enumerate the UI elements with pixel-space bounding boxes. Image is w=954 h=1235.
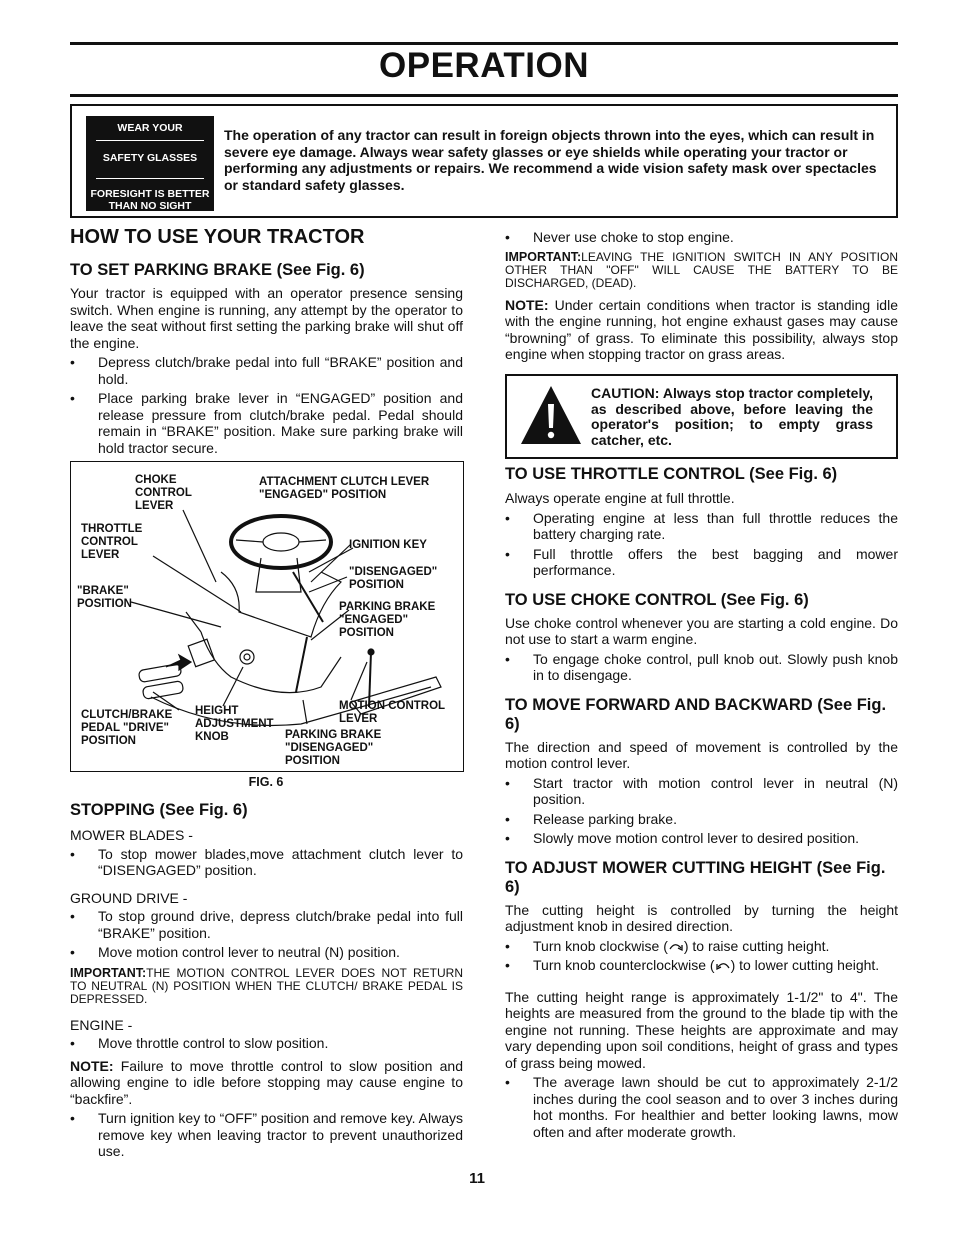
mower-blades-label: MOWER BLADES -: [70, 827, 193, 843]
figure-6: [70, 461, 464, 772]
parking-brake-heading: TO SET PARKING BRAKE (See Fig. 6): [70, 261, 365, 279]
logo-line-3a: FORESIGHT IS BETTER: [90, 188, 210, 200]
choke-intro: Use choke control whenever you are starting a cold engine. Do not use to start a warm engine.: [505, 614, 898, 647]
engine-step-2: • Turn ignition key to “OFF” position and remove key. Always remove key when leaving tractor to prevent unauthorized use.: [70, 1110, 463, 1160]
safety-warning-text: The operation of any tractor can result in foreign objects thrown into the eyes, which can result in severe eye damage. Always wear safety glasses or eye shields while operating your tractor or performing any adjustments or repairs. We recommend a wide vision safety mask over spectacles or standard safety glasses.: [224, 127, 877, 193]
note-text: Failure to move throttle control to slow position and allowing engine to idle before stopping may cause engine to “backfire”.: [70, 1057, 463, 1107]
label-clutch-brake-pedal: CLUTCH/BRAKE PEDAL "DRIVE" POSITION: [81, 709, 173, 747]
throttle-intro: Always operate engine at full throttle.: [505, 490, 735, 506]
left-column: [70, 226, 463, 456]
choke-bullet-1: • To engage choke control, pull knob out. Slowly push knob in to disengage.: [505, 651, 898, 684]
caution-box: [505, 374, 898, 459]
note-label: NOTE:: [505, 296, 549, 313]
section-heading: HOW TO USE YOUR TRACTOR: [70, 226, 365, 248]
throttle-heading: TO USE THROTTLE CONTROL (See Fig. 6): [505, 465, 838, 483]
height-heading: TO ADJUST MOWER CUTTING HEIGHT (See Fig. 6): [505, 858, 886, 896]
title-top-rule: [70, 42, 898, 45]
logo-line-1: WEAR YOUR: [117, 122, 183, 134]
important-label: IMPORTANT:: [505, 249, 582, 264]
note-label: NOTE:: [70, 1057, 114, 1074]
logo-divider: [96, 178, 204, 179]
page-title: OPERATION: [379, 46, 589, 85]
height-bullet-1-text-a: Turn knob clockwise (: [533, 937, 668, 954]
logo-line-3b: THAN NO SIGHT: [108, 200, 192, 212]
stopping-heading: STOPPING (See Fig. 6): [70, 801, 248, 819]
label-motion-control-lever: MOTION CONTROL LEVER: [339, 700, 446, 725]
move-bullet-2: • Release parking brake.: [505, 811, 898, 828]
height-bullet-2-text-a: Turn knob counterclockwise (: [533, 957, 715, 973]
height-bullet-2: [505, 957, 898, 974]
right-column-top: [505, 229, 898, 363]
important-note-ignition: [505, 251, 898, 290]
label-ignition-key: IGNITION KEY: [349, 539, 427, 551]
right-column-bottom: [505, 465, 898, 1140]
choke-warning-bullet: • Never use choke to stop engine.: [505, 229, 898, 246]
parking-brake-step-2: • Place parking brake lever in “ENGAGED” position and release pressure from clutch/brake pedal. Pedal should remain in “BRAKE” position. Make sure parking brake will hold tractor secure.: [70, 390, 463, 456]
caution-icon: [519, 384, 583, 448]
parking-brake-step-1: • Depress clutch/brake pedal into full “BRAKE” position and hold.: [70, 354, 463, 387]
height-intro: The cutting height is controlled by turning the height adjustment knob in desired direction.: [505, 901, 898, 934]
stopping-section: [70, 801, 463, 1160]
move-intro: The direction and speed of movement is controlled by the motion control lever.: [505, 738, 898, 771]
mower-blades-step: • To stop mower blades,move attachment clutch lever to “DISENGAGED” position.: [70, 846, 463, 879]
height-bullet-1: [505, 938, 898, 955]
ground-drive-step-2: • Move motion control lever to neutral (N) position.: [70, 944, 463, 961]
figure-caption: FIG. 6: [248, 775, 284, 789]
label-height-adjustment-knob: HEIGHT ADJUSTMENT KNOB: [195, 705, 274, 743]
title-bottom-rule: [70, 94, 898, 97]
page-number: 11: [469, 1170, 485, 1187]
ground-drive-label: GROUND DRIVE -: [70, 889, 188, 906]
important-note-motion: [70, 967, 463, 1006]
ground-drive-step-1: • To stop ground drive, depress clutch/brake pedal into full “BRAKE” position.: [70, 908, 463, 941]
engine-label: ENGINE -: [70, 1016, 133, 1033]
height-bullet-1-text-b: ) to raise cutting height.: [683, 937, 830, 954]
height-bullet-2-text-b: ) to lower cutting height.: [730, 957, 880, 973]
move-bullet-1: • Start tractor with motion control lever in neutral (N) position.: [505, 775, 898, 808]
important-text: THE MOTION CONTROL LEVER DOES NOT RETURN TO NEUTRAL (N) POSITION WHEN THE CLUTCH/ BRAKE PEDAL IS DEPRESSED.: [70, 965, 463, 1006]
important-label: IMPORTANT:: [70, 965, 147, 980]
height-bullet-3: • The average lawn should be cut to approximately 2-1/2 inches during the cool season and to over 3 inches during hot months. For healthier and better looking lawns, mow often and after moderate growth.: [505, 1074, 898, 1140]
clockwise-arrow-icon: [668, 940, 684, 952]
move-bullet-3: • Slowly move motion control lever to desired position.: [505, 830, 898, 847]
label-disengaged-position: "DISENGAGED" POSITION: [349, 566, 438, 591]
label-parking-brake-disengaged: PARKING BRAKE "DISENGAGED" POSITION: [285, 729, 382, 767]
counterclockwise-arrow-icon: [715, 959, 731, 971]
throttle-bullet-1: • Operating engine at less than full throttle reduces the battery charging rate.: [505, 510, 898, 543]
throttle-bullet-2: • Full throttle offers the best bagging and mower performance.: [505, 546, 898, 579]
engine-step-1: • Move throttle control to slow position.: [70, 1035, 463, 1052]
engine-note: [70, 1058, 463, 1108]
parking-brake-intro: Your tractor is equipped with an operator presence sensing switch. When engine is running, any attempt by the operator to leave the seat without first setting the parking brake will shut off the engine.: [70, 285, 463, 351]
logo-line-3: [86, 188, 214, 212]
label-parking-brake-engaged: PARKING BRAKE "ENGAGED" POSITION: [339, 601, 436, 639]
move-heading: TO MOVE FORWARD AND BACKWARD (See Fig. 6): [505, 695, 887, 733]
safety-warning-box: [70, 104, 898, 218]
logo-line-2: SAFETY GLASSES: [102, 152, 198, 164]
logo-divider: [96, 140, 204, 141]
browning-note: [505, 297, 898, 363]
label-attachment-clutch-lever: ATTACHMENT CLUTCH LEVER "ENGAGED" POSITION: [259, 476, 430, 501]
caution-text: CAUTION: Always stop tractor completely, as described above, before leaving the operator's position; to empty grass catcher, etc.: [591, 385, 873, 448]
important-text: LEAVING THE IGNITION SWITCH IN ANY POSITION OTHER THAN "OFF" WILL CAUSE THE BATTERY TO BE DISCHARGED, (DEAD).: [505, 249, 898, 290]
label-throttle-control-lever: THROTTLE CONTROL LEVER: [81, 523, 143, 561]
height-range-paragraph: The cutting height range is approximately 1-1/2" to 4". The heights are measured from the ground to the blade tip with the engine not running. These heights are approximate and may vary depending upon soil conditions, height of grass and types of grass being mowed.: [505, 988, 898, 1071]
note-text: Under certain conditions when tractor is standing idle with the engine running, hot engine exhaust gases may cause “browning” of grass. To eliminate this possibility, always stop engine when stopping tractor on grass areas.: [505, 296, 898, 362]
label-brake-position: "BRAKE" POSITION: [77, 585, 132, 610]
choke-heading: TO USE CHOKE CONTROL (See Fig. 6): [505, 590, 809, 609]
safety-glasses-logo: [86, 116, 214, 211]
label-choke-control-lever: CHOKE CONTROL LEVER: [135, 474, 192, 512]
